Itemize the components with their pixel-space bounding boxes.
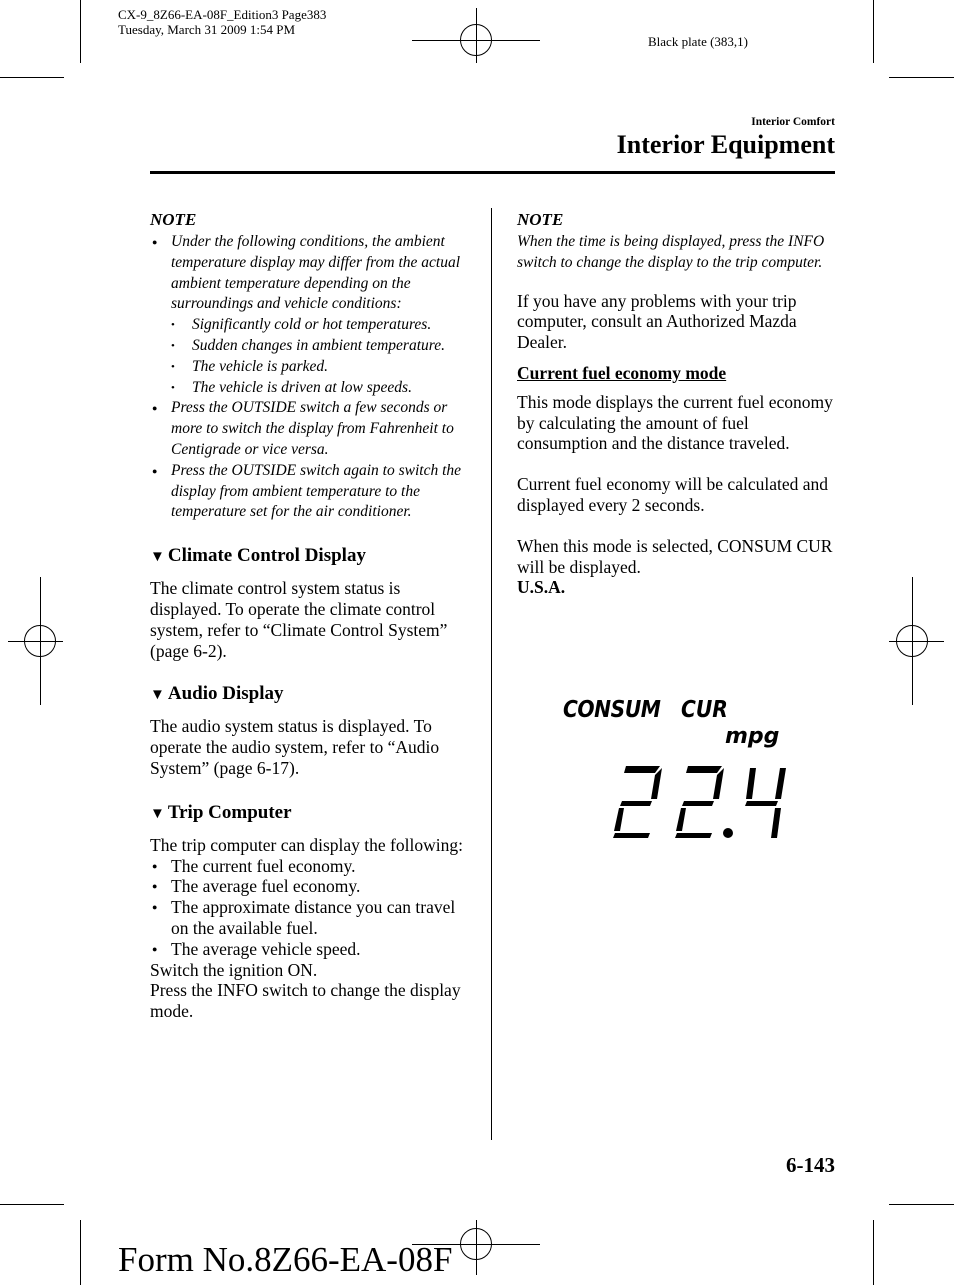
- header-rule: [150, 171, 835, 174]
- note-text-right: When the time is being displayed, press the INFO switch to change the display to the trip computer.: [517, 233, 825, 271]
- plate-label: Black plate (383,1): [648, 34, 748, 49]
- audio-heading: ▼ Audio Display: [150, 683, 284, 705]
- mode-display-text: When this mode is selected, CONSUM CUR will be displayed.: [517, 535, 833, 577]
- climate-text: The climate control system status is displayed. To operate the climate control system, refer to “Climate Control System” (page 6-2).: [150, 578, 448, 661]
- trip-item: ● The current fuel economy.: [150, 856, 475, 877]
- mode-heading: Current fuel economy mode: [517, 362, 727, 383]
- trip-text: [150, 835, 475, 1022]
- fuel-economy-display: [560, 695, 800, 845]
- column-divider: [491, 208, 492, 1140]
- seven-segment-digit-4: [745, 768, 786, 838]
- note-subitem: • Sudden changes in ambient temperature.: [150, 336, 475, 357]
- note-subitem: • The vehicle is parked.: [150, 357, 475, 378]
- print-job-line2: Tuesday, March 31 2009 1:54 PM: [118, 22, 296, 37]
- page-title: Interior Equipment: [616, 130, 835, 159]
- note-item: ● Press the OUTSIDE switch a few seconds or more to switch the display from Fahrenheit to Centigrade or vice versa.: [150, 398, 475, 460]
- mode-interval: Current fuel economy will be calculated and displayed every 2 seconds.: [517, 474, 828, 515]
- display-cur-label: CUR: [681, 697, 728, 723]
- trip-after1: Switch the ignition ON.: [150, 959, 318, 980]
- trip-intro: The trip computer can display the following:: [150, 834, 463, 855]
- note-subitem: • The vehicle is driven at low speeds.: [150, 378, 475, 399]
- note-subitem: • Significantly cold or hot temperatures.: [150, 315, 475, 336]
- trip-problem-text: If you have any problems with your trip computer, consult an Authorized Mazda Dealer.: [517, 290, 797, 353]
- display-digits: [610, 763, 790, 839]
- print-job-line1: CX-9_8Z66-EA-08F_Edition3 Page383: [118, 7, 327, 22]
- decimal-point: [723, 828, 733, 838]
- display-consum-label: CONSUM: [563, 697, 661, 723]
- note-block: [150, 232, 475, 523]
- triangle-bullet-icon: ▼: [150, 805, 165, 822]
- note-title-right: NOTE: [517, 210, 564, 229]
- trip-after2: Press the INFO switch to change the display mode.: [150, 980, 461, 1022]
- audio-text: The audio system status is displayed. To operate the audio system, refer to “Audio System” (page 6-17).: [150, 716, 440, 778]
- trip-heading: ▼ Trip Computer: [150, 801, 292, 823]
- seven-segment-digit-2: [675, 766, 724, 838]
- triangle-bullet-icon: ▼: [150, 687, 165, 704]
- triangle-bullet-icon: ▼: [150, 549, 165, 566]
- seven-segment-digit-2: [613, 766, 662, 838]
- note-title: NOTE: [150, 210, 197, 229]
- right-column: [517, 210, 835, 598]
- trip-item: ● The approximate distance you can travel on the available fuel.: [150, 897, 475, 939]
- trip-item: ● The average fuel economy.: [150, 876, 475, 897]
- trip-item: ● The average vehicle speed.: [150, 939, 475, 960]
- form-number: Form No.8Z66-EA-08F: [118, 1240, 453, 1279]
- region-label: U.S.A.: [517, 577, 566, 598]
- climate-heading: ▼ Climate Control Display: [150, 545, 366, 567]
- page-number: 6-143: [786, 1153, 835, 1177]
- left-column: [150, 210, 475, 1022]
- section-category: Interior Comfort: [751, 116, 835, 128]
- note-item: ● Under the following conditions, the ambient temperature display may differ from the actual ambient temperature depending on the surroundings and vehicle conditions:: [150, 232, 475, 315]
- mode-description: This mode displays the current fuel economy by calculating the amount of fuel consumption and the distance traveled.: [517, 391, 833, 454]
- note-item: ● Press the OUTSIDE switch again to switch the display from ambient temperature to the temperature set for the air conditioner.: [150, 461, 475, 523]
- display-unit: mpg: [725, 724, 780, 749]
- print-job-info: [118, 7, 326, 37]
